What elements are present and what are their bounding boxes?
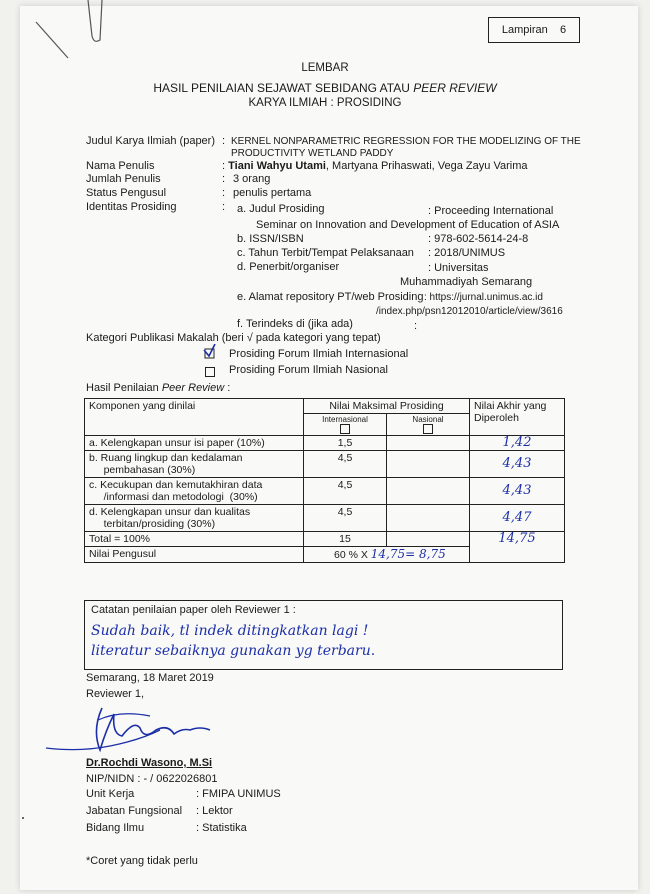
header-internasional (304, 414, 387, 436)
row-a-komponen: a. Kelengkapan unsur isi paper (10%) (85, 436, 304, 451)
jumlah-value: 3 orang (233, 173, 271, 185)
row-b-komp1: b. Ruang lingkup dan kedalaman (89, 452, 243, 464)
handwritten-signature (40, 700, 230, 760)
nama-colon-char: : (222, 160, 226, 172)
kategori-opt-nasional: Prosiding Forum Ilmiah Nasional (229, 364, 388, 376)
total-akhir: 14,75 (470, 532, 565, 563)
status-colon: : (222, 187, 226, 199)
row-a-nasional (387, 436, 470, 451)
review-label: Catatan penilaian paper oleh Reviewer 1 : (91, 604, 296, 616)
row-d-komp2: terbitan/prosiding (30%) (89, 518, 216, 530)
header-nas-text: Nasional (412, 415, 444, 424)
row-d-nasional (387, 505, 470, 532)
paper-clip-mark (28, 0, 118, 60)
lampiran-label: Lampiran (501, 24, 548, 36)
unit-label: Unit Kerja (86, 788, 135, 800)
status-label: Status Pengusul (86, 187, 167, 199)
reviewer-label: Reviewer 1, (86, 688, 145, 700)
row-c-komp2: /informasi dan metodologi (30%) (89, 491, 258, 503)
status-value: penulis pertama (233, 187, 312, 199)
identitas-f-label: f. Terindeks di (jika ada) (237, 318, 353, 330)
identitas-a-value-2: Seminar on Innovation and Development of Education of ASIA (256, 219, 560, 231)
jumlah-label: Jumlah Penulis (86, 173, 161, 185)
row-b-komponen (85, 451, 304, 478)
place-date: Semarang, 18 Maret 2019 (86, 672, 214, 684)
row-c-akhir: 4,43 (470, 478, 565, 505)
total-maks: 15 (304, 532, 387, 547)
kategori-checkbox-nasional[interactable] (205, 363, 215, 381)
table-row (85, 505, 565, 532)
row-c-komponen (85, 478, 304, 505)
review-line1: Sudah baik, tl indek ditingkatkan lagi ! (91, 623, 369, 639)
identitas-colon: : (222, 201, 226, 213)
title-line2 (0, 81, 650, 95)
row-c-nasional (387, 478, 470, 505)
table-header-row (85, 399, 565, 414)
nama-colon (222, 160, 527, 172)
scan-speck (22, 817, 24, 819)
row-b-maks: 4,5 (304, 451, 387, 478)
row-b-akhir: 4,43 (470, 451, 565, 478)
jabatan-label: Jabatan Fungsional (86, 805, 183, 817)
nama-rest: , Martyana Prihaswati, Vega Zayu Varima (325, 160, 528, 172)
row-d-akhir: 4,47 (470, 505, 565, 532)
total-label: Total = 100% (85, 532, 304, 547)
nip: NIP/NIDN : - / 0622026801 (86, 773, 218, 785)
nama-bold: Tiani Wahyu Utami (228, 160, 326, 172)
identitas-e-value-1: : https://jurnal.unimus.ac.id (424, 292, 543, 303)
identitas-d-label: d. Penerbit/organiser (237, 261, 340, 273)
nas-checkbox-icon (423, 424, 433, 434)
identitas-b-value: : 978-602-5614-24-8 (428, 233, 529, 245)
row-d-komp1: d. Kelengkapan unsur dan kualitas (89, 506, 251, 518)
footnote: *Coret yang tidak perlu (86, 855, 198, 867)
intl-checkbox-icon (340, 424, 350, 434)
header-nasional (387, 414, 470, 436)
caption-italic: Peer Review (161, 382, 225, 394)
identitas-a-value-1: : Proceeding International (428, 205, 554, 217)
checkbox-square-icon (205, 367, 215, 377)
row-c-maks: 4,5 (304, 478, 387, 505)
judul-value-2: PRODUCTIVITY WETLAND PADDY (231, 148, 394, 159)
identitas-f-value: : (414, 320, 418, 332)
table-row (85, 451, 565, 478)
header-maks: Nilai Maksimal Prosiding (304, 399, 470, 414)
identitas-d-value-2: Muhammadiyah Semarang (400, 276, 533, 288)
identitas-a-label: a. Judul Prosiding (237, 203, 325, 215)
title-line2-italic: PEER REVIEW (413, 81, 497, 95)
total-nasional (387, 532, 470, 547)
nama-label: Nama Penulis (86, 160, 155, 172)
title-line3: KARYA ILMIAH : PROSIDING (248, 97, 402, 109)
identitas-c-value: : 2018/UNIMUS (428, 247, 506, 259)
header-akhir (470, 399, 565, 436)
header-akhir-1: Nilai Akhir yang (474, 400, 547, 412)
row-b-komp2: pembahasan (30%) (89, 464, 196, 476)
table-total-row (85, 532, 565, 547)
review-box (84, 600, 563, 670)
pengusul-value (304, 547, 470, 563)
identitas-d-value-1: : Universitas (428, 262, 489, 274)
header-komponen: Komponen yang dinilai (85, 399, 304, 436)
title-line2-text: HASIL PENILAIAN SEJAWAT SEBIDANG ATAU (153, 81, 414, 95)
row-c-komp1: c. Kecukupan dan kemutakhiran data (89, 479, 263, 491)
score-table (84, 398, 565, 563)
bidang-value: : Statistika (196, 822, 247, 834)
identitas-c-label: c. Tahun Terbit/Tempat Pelaksanaan (237, 247, 414, 259)
identitas-b-label: b. ISSN/ISBN (237, 233, 304, 245)
pengusul-label: Nilai Pengusul (85, 547, 304, 563)
row-d-maks: 4,5 (304, 505, 387, 532)
table-caption (86, 382, 230, 394)
kategori-heading: Kategori Publikasi Makalah (beri √ pada kategori yang tepat) (86, 332, 381, 344)
title-line1: LEMBAR (301, 62, 349, 74)
row-b-nasional (387, 451, 470, 478)
kategori-checkbox-internasional[interactable] (203, 344, 217, 365)
lampiran-number: 6 (559, 24, 567, 36)
header-akhir-2: Diperoleh (474, 412, 519, 424)
judul-colon: : (222, 135, 226, 147)
jabatan-value: : Lektor (196, 805, 233, 817)
bidang-label: Bidang Ilmu (86, 822, 145, 834)
caption-prefix: Hasil Penilaian (86, 382, 162, 394)
kategori-opt-internasional: Prosiding Forum Ilmiah Internasional (229, 348, 409, 360)
header-intl-text: Internasional (322, 415, 368, 424)
identitas-e-label: e. Alamat repository PT/web Prosiding (237, 291, 424, 303)
lampiran-box (488, 17, 580, 43)
pengusul-formula: 60 % X (334, 549, 368, 561)
judul-value-1: KERNEL NONPARAMETRIC REGRESSION FOR THE MODELIZING OF THE (231, 136, 581, 147)
row-a-akhir: 1,42 (470, 436, 565, 451)
caption-suffix: : (224, 382, 231, 394)
review-line2: literatur sebaiknya gunakan yg terbaru. (91, 643, 376, 659)
identitas-label: Identitas Prosiding (86, 201, 177, 213)
table-row (85, 478, 565, 505)
identitas-e-value-2: /index.php/psn12012010/article/view/3616 (376, 306, 563, 317)
reviewer-name: Dr.Rochdi Wasono, M.Si (86, 757, 213, 769)
row-a-maks: 1,5 (304, 436, 387, 451)
unit-value: : FMIPA UNIMUS (196, 788, 281, 800)
table-row (85, 436, 565, 451)
pengusul-hand: 14,75= 8,75 (370, 547, 446, 561)
jumlah-colon: : (222, 173, 226, 185)
row-d-komponen (85, 505, 304, 532)
judul-label: Judul Karya Ilmiah (paper) (86, 135, 216, 147)
